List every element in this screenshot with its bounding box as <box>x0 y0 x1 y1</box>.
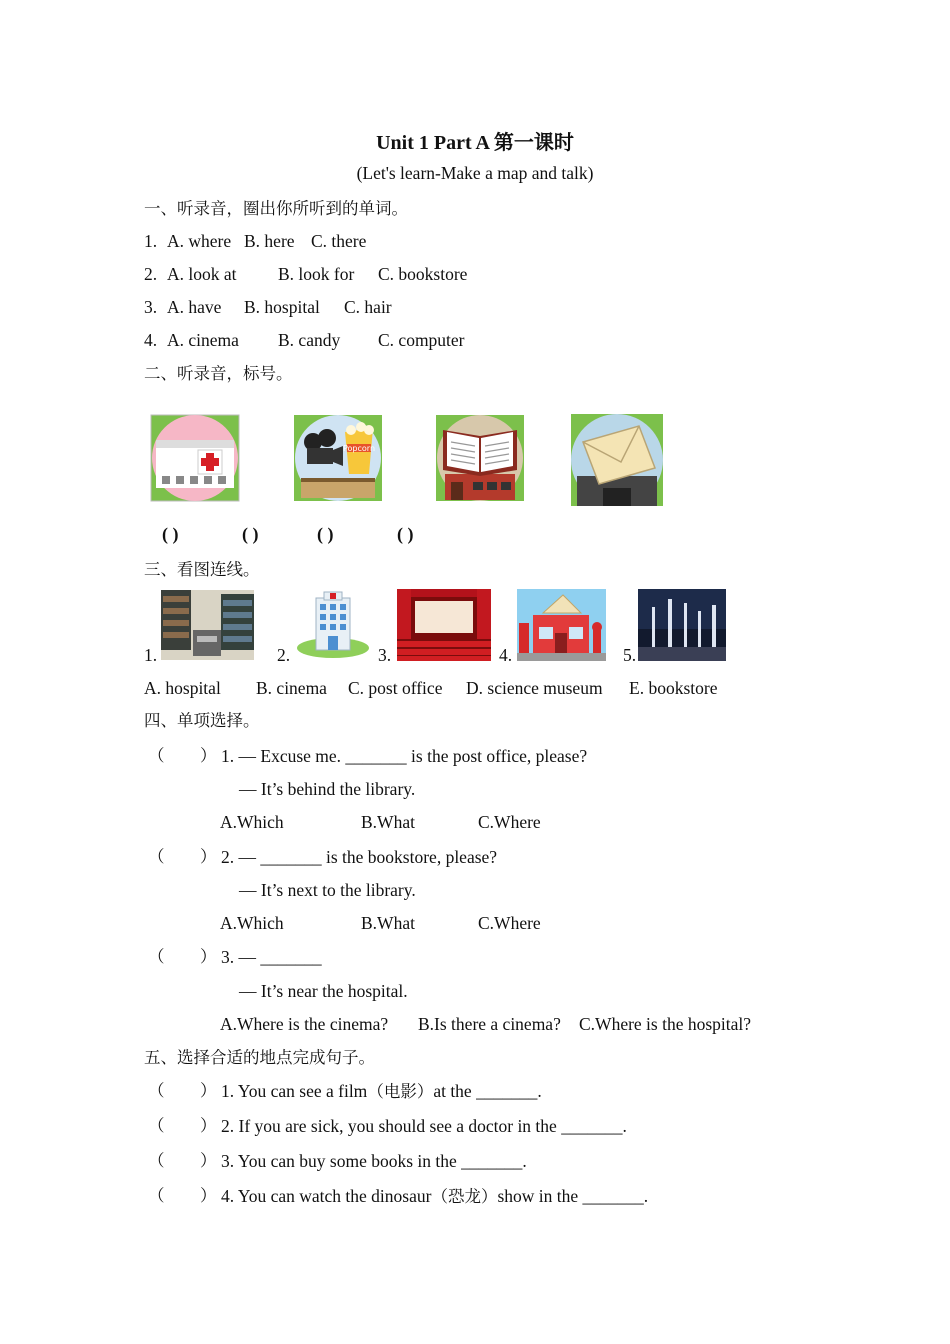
sentence-text: 4. You can watch the dinosaur <box>221 1186 432 1206</box>
s1-option: B. look for <box>278 264 355 284</box>
paren-close: ） <box>200 847 217 866</box>
match-option-c: C. post office <box>348 678 443 698</box>
hospital-icon <box>148 412 242 504</box>
mc-option-b: B.What <box>361 812 415 832</box>
paren-open: （ <box>148 746 165 765</box>
match-option-a: A. hospital <box>144 678 221 698</box>
post-office-icon <box>569 412 665 508</box>
mc-option-c: C.Where <box>478 812 541 832</box>
answer-paren-2: ( ) <box>242 524 259 544</box>
sentence-text: 3. You can buy some books in the _______. <box>221 1151 527 1171</box>
paren-open: （ <box>148 1081 165 1100</box>
match-option-e: E. bookstore <box>629 678 718 698</box>
paren-close: ） <box>200 1151 217 1170</box>
s1-option: B. here <box>244 231 295 251</box>
page-title: Unit 1 Part A 第一课时 <box>376 132 574 154</box>
bookstore-photo <box>161 590 254 660</box>
match-number: 2. <box>277 645 291 665</box>
sentence-text: 2. If you are sick, you should see a doctor in the _______. <box>221 1116 627 1136</box>
section-5-heading: 五、选择合适的地点完成句子。 <box>144 1048 375 1067</box>
sentence-gloss: （恐龙） <box>431 1187 498 1206</box>
paren-close: ） <box>200 746 217 765</box>
s1-item-num: 1. <box>144 231 158 251</box>
cinema-icon <box>291 412 385 504</box>
section-2-heading: 二、听录音，标号。 <box>144 364 293 383</box>
match-number: 5. <box>623 645 637 665</box>
cinema-photo <box>397 589 491 661</box>
mc-option-b: B.Is there a cinema? <box>418 1014 561 1034</box>
mc-option-c: C.Where <box>478 913 541 933</box>
paren-close: ） <box>200 1081 217 1100</box>
s1-option: B. candy <box>278 330 341 350</box>
paren-close: ） <box>200 947 217 966</box>
section-4-heading: 四、单项选择。 <box>144 711 260 730</box>
s1-option: C. hair <box>344 297 392 317</box>
answer-line: — It’s near the hospital. <box>239 981 408 1001</box>
popcorn-label: Popcorn <box>342 444 376 453</box>
answer-line: — It’s next to the library. <box>239 880 416 900</box>
sentence-text: at the _______. <box>433 1081 542 1101</box>
science-museum-photo <box>638 589 726 661</box>
s1-item-1 <box>144 230 367 252</box>
s1-option: C. there <box>311 231 367 251</box>
sentence-text: show in the _______. <box>497 1186 649 1206</box>
paren-open: （ <box>148 847 165 866</box>
section-3-heading: 三、看图连线。 <box>144 560 260 579</box>
s1-option: A. where <box>167 231 232 251</box>
match-number: 1. <box>144 645 158 665</box>
match-number: 4. <box>499 645 513 665</box>
answer-paren-4: ( ) <box>397 524 414 544</box>
s1-item-num: 4. <box>144 330 158 350</box>
mc-option-b: B.What <box>361 913 415 933</box>
mc-option-a: A.Which <box>220 913 284 933</box>
s1-item-3 <box>144 296 392 318</box>
hospital-building-photo <box>296 588 371 660</box>
section-1-heading: 一、听录音，圈出你所听到的单词。 <box>144 199 408 218</box>
s1-option: A. look at <box>167 264 237 284</box>
question-text: 3. — _______ <box>221 947 322 967</box>
bookstore-icon <box>433 412 527 504</box>
s1-option: B. hospital <box>244 297 320 317</box>
s1-option: C. bookstore <box>378 264 468 284</box>
paren-close: ） <box>200 1186 217 1205</box>
paren-open: （ <box>148 947 165 966</box>
s1-option: A. have <box>167 297 222 317</box>
answer-paren-1: ( ) <box>162 524 179 544</box>
match-number: 3. <box>378 645 392 665</box>
mc-option-a: A.Which <box>220 812 284 832</box>
question-text: 1. — Excuse me. _______ is the post office, please? <box>221 746 588 766</box>
paren-open: （ <box>148 1186 165 1205</box>
match-option-d: D. science museum <box>466 678 603 698</box>
mc-option-a: A.Where is the cinema? <box>220 1014 389 1034</box>
paren-open: （ <box>148 1116 165 1135</box>
s1-item-4 <box>144 329 465 351</box>
s1-option: C. computer <box>378 330 465 350</box>
sentence-text: 1. You can see a film <box>221 1081 368 1101</box>
page-subtitle: (Let's learn-Make a map and talk) <box>356 163 594 183</box>
mc-option-c: C.Where is the hospital? <box>579 1014 752 1034</box>
match-option-b: B. cinema <box>256 678 327 698</box>
paren-close: ） <box>200 1116 217 1135</box>
s1-item-2 <box>144 263 468 285</box>
answer-line: — It’s behind the library. <box>239 779 416 799</box>
paren-open: （ <box>148 1151 165 1170</box>
question-text: 2. — _______ is the bookstore, please? <box>221 847 498 867</box>
post-office-photo <box>517 589 606 661</box>
answer-paren-3: ( ) <box>317 524 334 544</box>
sentence-gloss: （电影） <box>367 1082 434 1101</box>
s1-option: A. cinema <box>167 330 239 350</box>
s1-item-num: 2. <box>144 264 158 284</box>
s1-item-num: 3. <box>144 297 158 317</box>
